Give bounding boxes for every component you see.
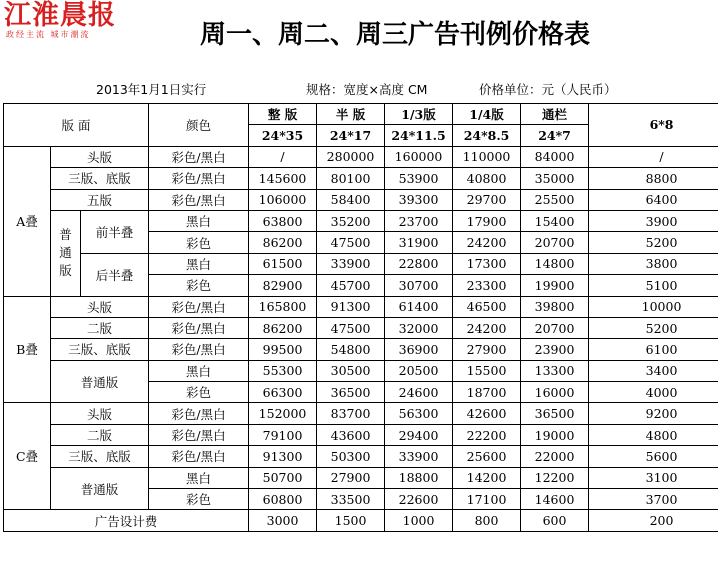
color-cell: 黑白 bbox=[149, 467, 249, 488]
price-cell: 165800 bbox=[249, 296, 317, 317]
price-cell: 3100 bbox=[589, 467, 718, 488]
color-cell: 彩色 bbox=[149, 275, 249, 296]
table-row bbox=[4, 189, 718, 210]
price-cell: 83700 bbox=[317, 403, 385, 424]
price-cell: 55300 bbox=[249, 360, 317, 381]
price-cell: 15400 bbox=[521, 210, 589, 231]
sub-section-label: 普 通 版 bbox=[51, 210, 81, 296]
price-cell: 86200 bbox=[249, 317, 317, 338]
price-cell: 36900 bbox=[385, 339, 453, 360]
price-cell: 18800 bbox=[385, 467, 453, 488]
price-cell: 19900 bbox=[521, 275, 589, 296]
price-cell: 4000 bbox=[589, 382, 718, 403]
price-cell: 99500 bbox=[249, 339, 317, 360]
price-cell: 36500 bbox=[317, 382, 385, 403]
price-cell: 200 bbox=[589, 510, 718, 531]
price-cell: 22600 bbox=[385, 489, 453, 510]
price-cell: 24600 bbox=[385, 382, 453, 403]
price-cell: 3400 bbox=[589, 360, 718, 381]
header-col-name: 整 版 bbox=[249, 104, 317, 125]
section-label: A叠 bbox=[4, 146, 51, 296]
header-col-name: 1/3版 bbox=[385, 104, 453, 125]
header-ban-mian: 版 面 bbox=[4, 104, 149, 147]
header-col-size: 24*17 bbox=[317, 125, 385, 146]
table-row bbox=[4, 317, 718, 338]
header-col-size: 24*35 bbox=[249, 125, 317, 146]
page-name: 三版、底版 bbox=[51, 339, 149, 360]
color-cell: 彩色 bbox=[149, 382, 249, 403]
price-cell: 22800 bbox=[385, 253, 453, 274]
color-cell: 黑白 bbox=[149, 360, 249, 381]
color-cell: 彩色/黑白 bbox=[149, 296, 249, 317]
table-row bbox=[4, 339, 718, 360]
price-cell: 47500 bbox=[317, 232, 385, 253]
header-row bbox=[4, 104, 718, 125]
section-label: B叠 bbox=[4, 296, 51, 403]
price-cell: 23700 bbox=[385, 210, 453, 231]
price-cell: 61400 bbox=[385, 296, 453, 317]
price-cell: 63800 bbox=[249, 210, 317, 231]
price-cell: 600 bbox=[521, 510, 589, 531]
price-cell: 5200 bbox=[589, 232, 718, 253]
design-fee-row bbox=[4, 510, 718, 531]
price-cell: 800 bbox=[453, 510, 521, 531]
price-cell: 47500 bbox=[317, 317, 385, 338]
color-cell: 彩色/黑白 bbox=[149, 446, 249, 467]
price-cell: 14800 bbox=[521, 253, 589, 274]
price-cell: 35200 bbox=[317, 210, 385, 231]
price-cell: 20500 bbox=[385, 360, 453, 381]
price-cell: 39800 bbox=[521, 296, 589, 317]
price-cell: 54800 bbox=[317, 339, 385, 360]
price-cell: 86200 bbox=[249, 232, 317, 253]
newspaper-logo bbox=[4, 2, 152, 42]
price-cell: 40800 bbox=[453, 168, 521, 189]
design-fee-label: 广告设计费 bbox=[4, 510, 249, 531]
price-cell: 22200 bbox=[453, 424, 521, 445]
logo-name: 江淮晨报 bbox=[4, 0, 116, 31]
price-cell: / bbox=[249, 146, 317, 167]
price-cell: 17900 bbox=[453, 210, 521, 231]
price-cell: 33500 bbox=[317, 489, 385, 510]
logo-slogan: 政经主流 城市潮流 bbox=[6, 30, 91, 39]
color-cell: 彩色/黑白 bbox=[149, 424, 249, 445]
price-cell: 19000 bbox=[521, 424, 589, 445]
table-row bbox=[4, 446, 718, 467]
effective-date: 2013年1月1日实行 bbox=[96, 82, 207, 97]
price-cell: 5600 bbox=[589, 446, 718, 467]
price-cell: 80100 bbox=[317, 168, 385, 189]
color-cell: 彩色 bbox=[149, 232, 249, 253]
price-unit-note: 价格单位：元（人民币） bbox=[479, 82, 617, 97]
page-name: 三版、底版 bbox=[51, 168, 149, 189]
page-name: 头版 bbox=[51, 146, 149, 167]
price-cell: 14600 bbox=[521, 489, 589, 510]
price-cell: 82900 bbox=[249, 275, 317, 296]
price-cell: 14200 bbox=[453, 467, 521, 488]
table-row bbox=[4, 210, 718, 231]
header-col-name: 6*8 bbox=[589, 104, 718, 147]
header-col-name: 1/4版 bbox=[453, 104, 521, 125]
page-name: 二版 bbox=[51, 317, 149, 338]
price-cell: 27900 bbox=[317, 467, 385, 488]
price-cell: 24200 bbox=[453, 232, 521, 253]
page-name: 头版 bbox=[51, 296, 149, 317]
page-title: 周一、周二、周三广告刊例价格表 bbox=[200, 20, 591, 50]
page-name: 二版 bbox=[51, 424, 149, 445]
price-cell: 3000 bbox=[249, 510, 317, 531]
color-cell: 黑白 bbox=[149, 210, 249, 231]
table-row bbox=[4, 467, 718, 488]
price-cell: 30700 bbox=[385, 275, 453, 296]
price-cell: 1500 bbox=[317, 510, 385, 531]
price-cell: 16000 bbox=[521, 382, 589, 403]
price-cell: 91300 bbox=[249, 446, 317, 467]
price-cell: 3900 bbox=[589, 210, 718, 231]
color-cell: 彩色/黑白 bbox=[149, 317, 249, 338]
page-name: 五版 bbox=[51, 189, 149, 210]
price-cell: 27900 bbox=[453, 339, 521, 360]
price-cell: 17100 bbox=[453, 489, 521, 510]
price-cell: 22000 bbox=[521, 446, 589, 467]
color-cell: 彩色 bbox=[149, 489, 249, 510]
price-cell: 17300 bbox=[453, 253, 521, 274]
price-cell: 6400 bbox=[589, 189, 718, 210]
price-cell: 110000 bbox=[453, 146, 521, 167]
color-cell: 彩色/黑白 bbox=[149, 146, 249, 167]
price-cell: 60800 bbox=[249, 489, 317, 510]
price-cell: 50700 bbox=[249, 467, 317, 488]
half-stack-label: 后半叠 bbox=[81, 253, 149, 296]
price-cell: 4800 bbox=[589, 424, 718, 445]
price-cell: 33900 bbox=[317, 253, 385, 274]
color-cell: 彩色/黑白 bbox=[149, 168, 249, 189]
half-stack-label: 前半叠 bbox=[81, 210, 149, 253]
price-cell: 29700 bbox=[453, 189, 521, 210]
price-cell: 46500 bbox=[453, 296, 521, 317]
price-cell: 23300 bbox=[453, 275, 521, 296]
price-cell: 30500 bbox=[317, 360, 385, 381]
price-cell: 33900 bbox=[385, 446, 453, 467]
price-cell: 8800 bbox=[589, 168, 718, 189]
price-cell: 6100 bbox=[589, 339, 718, 360]
color-cell: 彩色/黑白 bbox=[149, 189, 249, 210]
price-cell: 1000 bbox=[385, 510, 453, 531]
price-cell: 25600 bbox=[453, 446, 521, 467]
price-cell: 35000 bbox=[521, 168, 589, 189]
color-cell: 黑白 bbox=[149, 253, 249, 274]
section-label: C叠 bbox=[4, 403, 51, 510]
price-cell: 160000 bbox=[385, 146, 453, 167]
price-cell: 91300 bbox=[317, 296, 385, 317]
price-cell: 12200 bbox=[521, 467, 589, 488]
header-col-size: 24*8.5 bbox=[453, 125, 521, 146]
price-cell: 9200 bbox=[589, 403, 718, 424]
price-cell: 20700 bbox=[521, 232, 589, 253]
price-cell: 280000 bbox=[317, 146, 385, 167]
table-row bbox=[4, 296, 718, 317]
color-cell: 彩色/黑白 bbox=[149, 339, 249, 360]
price-cell: 24200 bbox=[453, 317, 521, 338]
page-name: 头版 bbox=[51, 403, 149, 424]
price-cell: 43600 bbox=[317, 424, 385, 445]
price-cell: 10000 bbox=[589, 296, 718, 317]
price-cell: 5100 bbox=[589, 275, 718, 296]
price-cell: 58400 bbox=[317, 189, 385, 210]
price-cell: 25500 bbox=[521, 189, 589, 210]
price-table bbox=[3, 103, 718, 532]
price-cell: 56300 bbox=[385, 403, 453, 424]
price-cell: 5200 bbox=[589, 317, 718, 338]
price-cell: 3700 bbox=[589, 489, 718, 510]
price-cell: 106000 bbox=[249, 189, 317, 210]
price-cell: 31900 bbox=[385, 232, 453, 253]
price-cell: / bbox=[589, 146, 718, 167]
table-row bbox=[4, 146, 718, 167]
price-cell: 18700 bbox=[453, 382, 521, 403]
header-col-size: 24*11.5 bbox=[385, 125, 453, 146]
price-cell: 15500 bbox=[453, 360, 521, 381]
header-col-name: 通栏 bbox=[521, 104, 589, 125]
price-cell: 50300 bbox=[317, 446, 385, 467]
table-row bbox=[4, 424, 718, 445]
header-col-size: 24*7 bbox=[521, 125, 589, 146]
price-cell: 79100 bbox=[249, 424, 317, 445]
price-cell: 152000 bbox=[249, 403, 317, 424]
price-cell: 36500 bbox=[521, 403, 589, 424]
price-cell: 45700 bbox=[317, 275, 385, 296]
price-cell: 61500 bbox=[249, 253, 317, 274]
price-cell: 39300 bbox=[385, 189, 453, 210]
price-cell: 32000 bbox=[385, 317, 453, 338]
sub-section-label: 普通版 bbox=[51, 360, 149, 403]
table-row bbox=[4, 168, 718, 189]
page-name: 三版、底版 bbox=[51, 446, 149, 467]
price-cell: 66300 bbox=[249, 382, 317, 403]
price-cell: 20700 bbox=[521, 317, 589, 338]
price-cell: 145600 bbox=[249, 168, 317, 189]
price-cell: 53900 bbox=[385, 168, 453, 189]
table-row bbox=[4, 253, 718, 274]
price-cell: 84000 bbox=[521, 146, 589, 167]
color-cell: 彩色/黑白 bbox=[149, 403, 249, 424]
table-row bbox=[4, 403, 718, 424]
price-cell: 23900 bbox=[521, 339, 589, 360]
price-cell: 42600 bbox=[453, 403, 521, 424]
sub-section-label: 普通版 bbox=[51, 467, 149, 510]
table-row bbox=[4, 360, 718, 381]
spec-note: 规格：宽度×高度 CM bbox=[306, 82, 428, 97]
price-cell: 13300 bbox=[521, 360, 589, 381]
header-col-name: 半 版 bbox=[317, 104, 385, 125]
price-cell: 29400 bbox=[385, 424, 453, 445]
header-color: 颜色 bbox=[149, 104, 249, 147]
price-cell: 3800 bbox=[589, 253, 718, 274]
